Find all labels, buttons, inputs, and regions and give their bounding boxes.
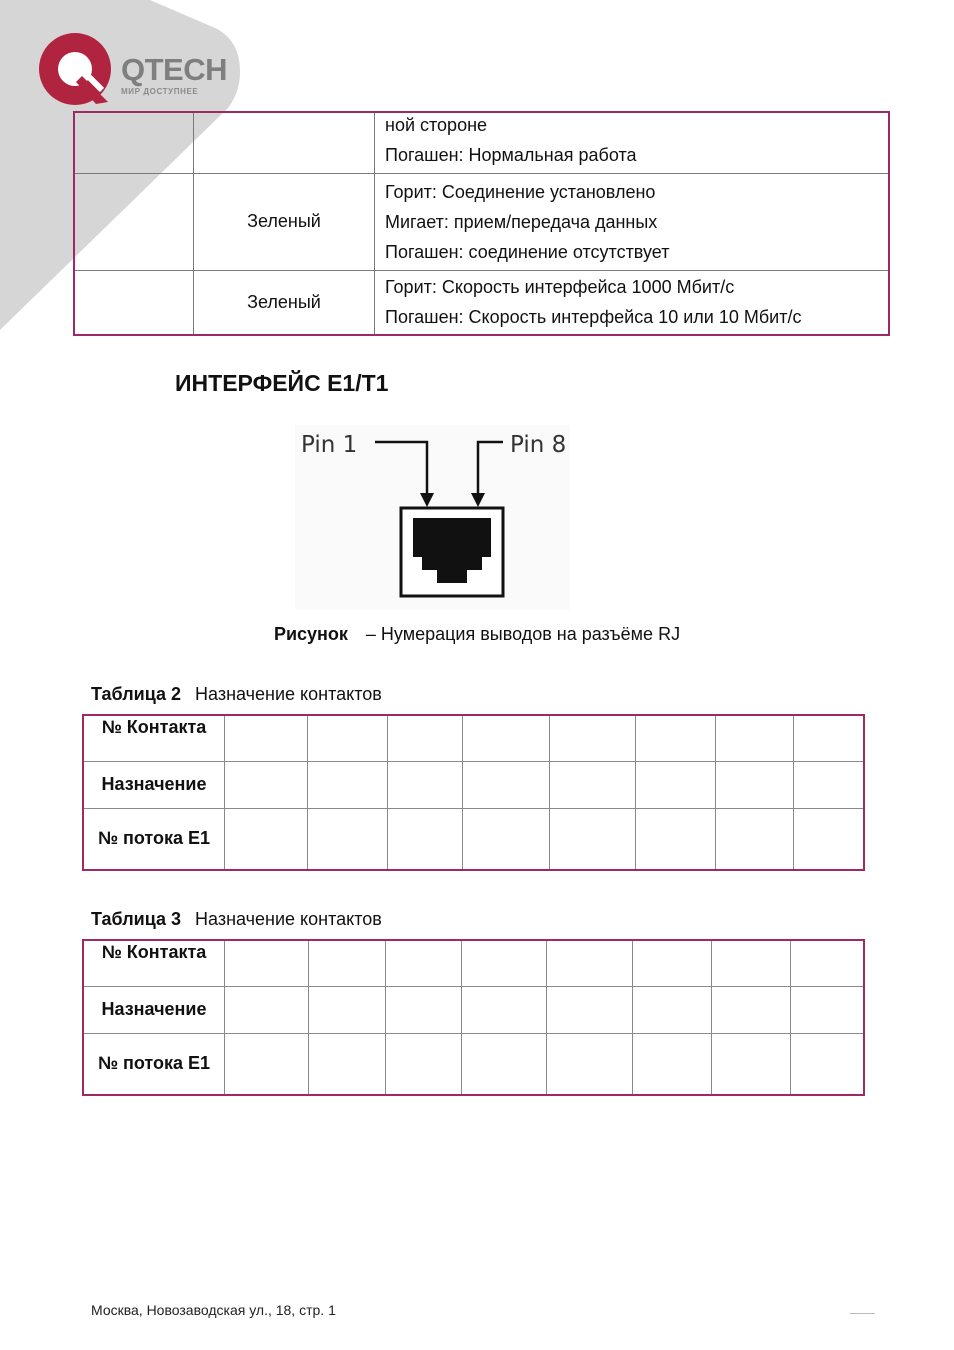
section-title: ИНТЕРФЕЙС E1/T1 xyxy=(175,370,389,396)
table-cell xyxy=(463,715,550,761)
row-header: Назначение xyxy=(83,986,225,1033)
led-color: Зеленый xyxy=(194,173,375,270)
table-cell xyxy=(550,761,636,808)
table-caption-label: Таблица 3 xyxy=(91,909,182,929)
table-caption-text: Назначение контактов xyxy=(195,909,382,929)
table-cell xyxy=(794,715,865,761)
table-cell xyxy=(194,112,375,173)
table-cell xyxy=(547,940,633,986)
led-status-table xyxy=(73,111,890,336)
table-row xyxy=(74,112,889,173)
caption-text: – Нумерация выводов на разъёме RJ xyxy=(365,624,681,644)
row-header: № Контакта xyxy=(83,715,225,761)
row-header: № потока E1 xyxy=(83,808,225,870)
table-cell xyxy=(633,986,712,1033)
row-header: № Контакта xyxy=(83,940,225,986)
table-cell xyxy=(636,808,716,870)
table-cell xyxy=(225,808,308,870)
table-cell xyxy=(712,940,791,986)
table-row xyxy=(83,808,864,870)
table-cell xyxy=(309,986,386,1033)
table-cell xyxy=(388,761,463,808)
table-cell xyxy=(633,940,712,986)
table-cell xyxy=(225,761,308,808)
table-cell xyxy=(225,986,309,1033)
logo-tagline: МИР ДОСТУПНЕЕ xyxy=(121,87,199,96)
led-description xyxy=(375,112,890,173)
table2-caption xyxy=(91,684,382,705)
table-cell xyxy=(716,761,794,808)
table-cell xyxy=(388,808,463,870)
logo-wordmark: QTECH xyxy=(121,52,227,87)
table-cell xyxy=(74,112,194,173)
table-row xyxy=(83,986,864,1033)
table-cell xyxy=(712,1033,791,1095)
footer-divider xyxy=(850,1313,875,1314)
table-cell xyxy=(716,715,794,761)
led-description xyxy=(375,270,890,335)
table-cell xyxy=(791,940,865,986)
table-caption-text: Назначение контактов xyxy=(195,684,382,704)
table-cell xyxy=(386,940,462,986)
table-cell xyxy=(308,715,388,761)
table-cell xyxy=(462,940,547,986)
pin-assignment-table-3 xyxy=(82,939,865,1096)
table-cell xyxy=(225,715,308,761)
description-line: Горит: Соединение установлено xyxy=(385,181,656,202)
description-line: Погашен: Скорость интерфейса 10 или 10 Мбит/с xyxy=(385,307,802,328)
pin-assignment-table-2 xyxy=(82,714,865,871)
table-cell xyxy=(388,715,463,761)
table-cell xyxy=(462,986,547,1033)
description-line: Погашен: Нормальная работа xyxy=(385,144,637,165)
description-line: Погашен: соединение отсутствует xyxy=(385,241,670,262)
footer-address: Москва, Новозаводская ул., 18, стр. 1 xyxy=(91,1302,336,1318)
row-header: Назначение xyxy=(83,761,225,808)
description-line: Горит: Скорость интерфейса 1000 Мбит/с xyxy=(385,277,735,298)
table-cell xyxy=(550,715,636,761)
qtech-logo-icon xyxy=(38,32,114,108)
table-row xyxy=(83,1033,864,1095)
table-cell xyxy=(633,1033,712,1095)
table-cell xyxy=(309,1033,386,1095)
table-cell xyxy=(791,1033,865,1095)
table-cell xyxy=(791,986,865,1033)
table-row xyxy=(83,761,864,808)
table-cell xyxy=(794,761,865,808)
table-cell xyxy=(225,940,309,986)
table-row xyxy=(83,715,864,761)
table-cell xyxy=(547,986,633,1033)
table-caption-label: Таблица 2 xyxy=(91,684,182,704)
table-cell xyxy=(712,986,791,1033)
table-cell xyxy=(462,1033,547,1095)
led-description xyxy=(375,173,890,270)
led-color: Зеленый xyxy=(194,270,375,335)
table-row xyxy=(83,940,864,986)
description-line: ной стороне xyxy=(385,114,488,135)
table-cell xyxy=(308,808,388,870)
pin8-label: Pin 8 xyxy=(510,432,567,458)
table-cell xyxy=(225,1033,309,1095)
rj-connector-diagram xyxy=(295,425,570,610)
table-cell xyxy=(386,986,462,1033)
table-row xyxy=(74,270,889,335)
table-cell xyxy=(794,808,865,870)
table-cell xyxy=(463,808,550,870)
description-line: Мигает: прием/передача данных xyxy=(385,211,658,232)
figure-caption xyxy=(0,624,954,645)
table-cell xyxy=(636,761,716,808)
table-cell xyxy=(309,940,386,986)
table-cell xyxy=(463,761,550,808)
table-cell xyxy=(308,761,388,808)
table-cell xyxy=(547,1033,633,1095)
table-cell xyxy=(386,1033,462,1095)
pin1-label: Pin 1 xyxy=(301,432,358,458)
caption-label: Рисунок xyxy=(273,624,348,644)
table-cell xyxy=(74,173,194,270)
table-row xyxy=(74,173,889,270)
row-header: № потока E1 xyxy=(83,1033,225,1095)
table-cell xyxy=(550,808,636,870)
table-cell xyxy=(74,270,194,335)
table-cell xyxy=(716,808,794,870)
table-cell xyxy=(636,715,716,761)
table3-caption xyxy=(91,909,382,930)
